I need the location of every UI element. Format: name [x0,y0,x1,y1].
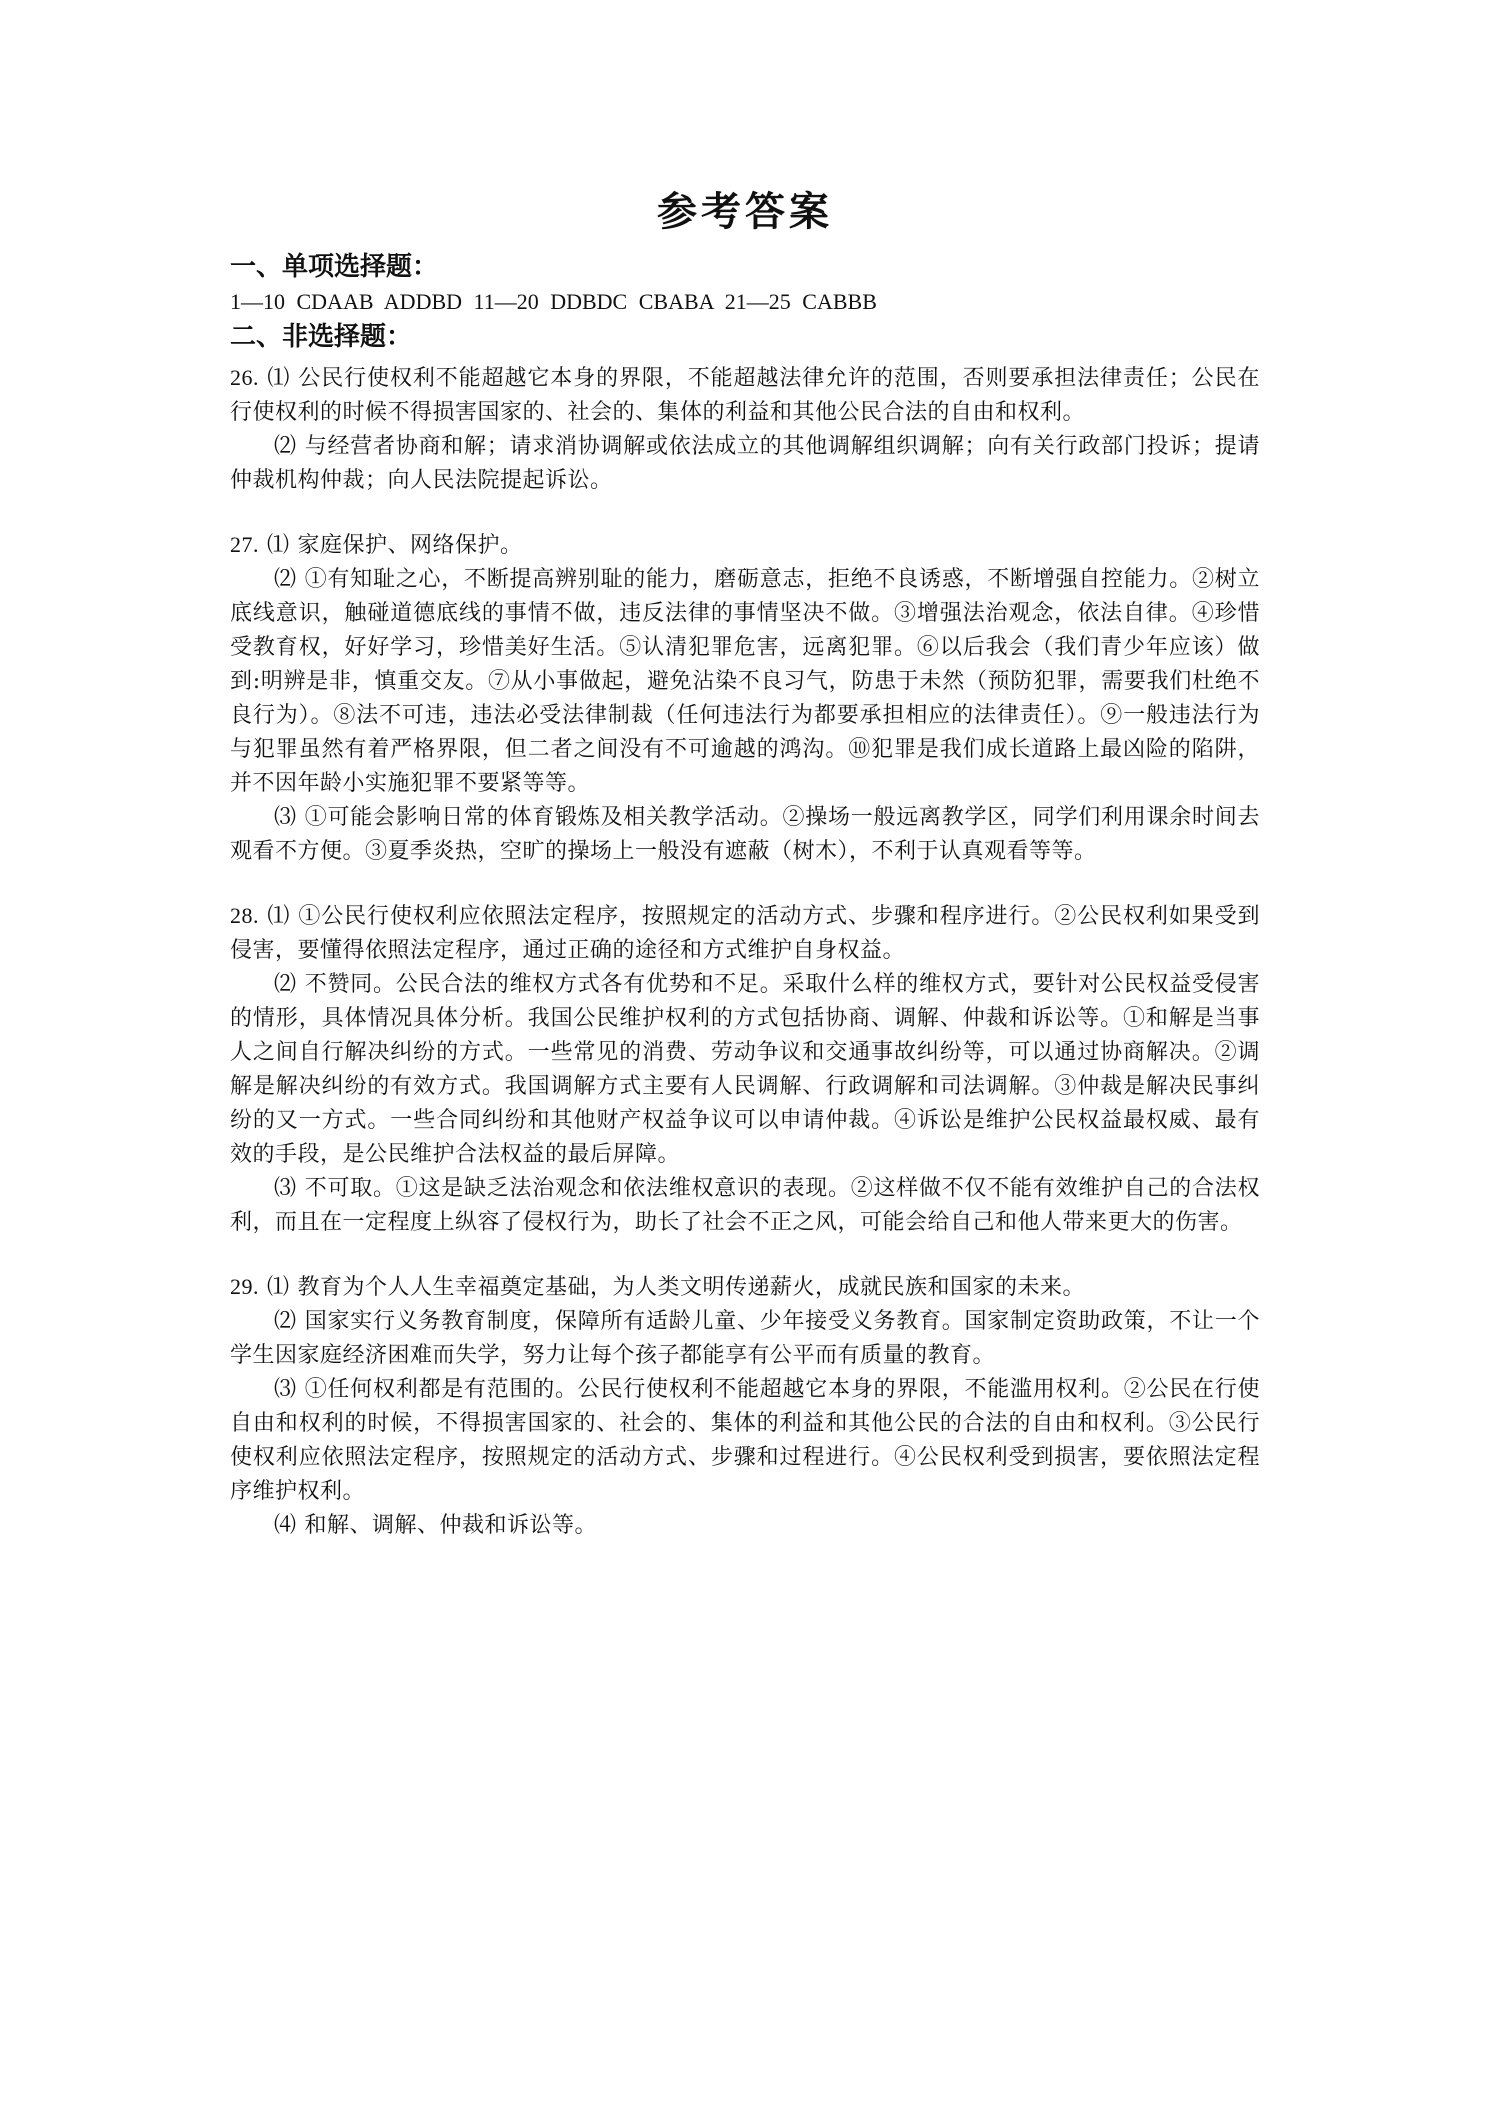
question-29-part-3 [230,1373,1260,1509]
question-28-part-2 [230,968,1260,1172]
multiple-choice-answers: 1—10 CDAAB ADDBD 11—20 DDBDC CBABA 21—25 CABBB [230,289,877,314]
answer-text: ①可能会影响日常的体育锻炼及相关教学活动。②操场一般远离教学区，同学们利用课余时间去观看不方便。③夏季炎热，空旷的操场上一般没有遮蔽（树木），不利于认真观看等等。 [230,805,1260,864]
answer-text: ①任何权利都是有范围的。公民行使权利不能超越它本身的界限，不能滥用权利。②公民在行使自由和权利的时候，不得损害国家的、社会的、集体的利益和其他公民的合法的自由和权利。③公民行使权利应依照法定程序，按照规定的活动方式、步骤和过程进行。④公民权利受到损害，要依照法定程序维护权利。 [230,1377,1260,1504]
sub-question-mark: ⑶ [274,1377,297,1402]
sub-question-mark: ⑵ [274,434,297,459]
question-28 [230,899,1260,1240]
question-29-part-1 [230,1270,1260,1305]
sub-question-mark: ⑴ [267,904,291,929]
question-number: 28. [230,903,259,928]
question-28-part-1 [230,899,1260,968]
question-26-part-2 [230,430,1260,498]
sub-question-mark: ⑴ [267,533,290,558]
question-number: 29. [230,1274,259,1299]
question-26 [230,361,1260,498]
answer-sheet [230,180,1260,1543]
sub-question-mark: ⑴ [267,366,291,391]
question-27-part-3 [230,801,1260,869]
answer-text: 家庭保护、网络保护。 [297,533,523,558]
sub-question-mark: ⑵ [274,567,297,592]
answer-text: 和解、调解、仲裁和诉讼等。 [304,1513,598,1538]
sub-question-mark: ⑶ [274,1176,297,1201]
question-29-part-4 [230,1509,1260,1543]
sub-question-mark: ⑷ [274,1513,297,1538]
answer-text: 与经营者协商和解；请求消协调解或依法成立的其他调解组织调解；向有关行政部门投诉；提请仲裁机构仲裁；向人民法院提起诉讼。 [230,434,1260,493]
question-number: 26. [230,365,259,390]
question-27-part-1 [230,528,1260,563]
answer-text: 公民行使权利不能超越它本身的界限，不能超越法律允许的范围，否则要承担法律责任；公民在行使权利的时候不得损害国家的、社会的、集体的利益和其他公民合法的自由和权利。 [230,366,1260,425]
question-28-part-3 [230,1172,1260,1240]
question-29-part-2 [230,1305,1260,1373]
answer-text: ①有知耻之心，不断提高辨别耻的能力，磨砺意志，拒绝不良诱惑，不断增强自控能力。②树立底线意识，触碰道德底线的事情不做，违反法律的事情坚决不做。③增强法治观念，依法自律。④珍惜受教育权，好好学习，珍惜美好生活。⑤认清犯罪危害，远离犯罪。⑥以后我会（我们青少年应该）做到:明辨是非，慎重交友。⑦从小事做起，避免沾染不良习气，防患于未然（预防犯罪，需要我们杜绝不良行为）。⑧法不可违，违法必受法律制裁（任何违法行为都要承担相应的法律责任）。⑨一般违法行为与犯罪虽然有着严格界限，但二者之间没有不可逾越的鸿沟。⑩犯罪是我们成长道路上最凶险的陷阱，并不因年龄小实施犯罪不要紧等等。 [230,567,1260,796]
question-27-part-2 [230,563,1260,801]
answer-text: 教育为个人人生幸福奠定基础，为人类文明传递薪火，成就民族和国家的未来。 [297,1275,1086,1300]
answer-text: ①公民行使权利应依照法定程序，按照规定的活动方式、步骤和程序进行。②公民权利如果受到侵害，要懂得依照法定程序，通过正确的途径和方式维护自身权益。 [230,904,1260,963]
sub-question-mark: ⑵ [274,1309,297,1334]
question-29 [230,1270,1260,1543]
answer-text: 国家实行义务教育制度，保障所有适龄儿童、少年接受义务教育。国家制定资助政策，不让一个学生因家庭经济困难而失学，努力让每个孩子都能享有公平而有质量的教育。 [230,1309,1260,1368]
sub-question-mark: ⑵ [274,972,297,997]
section-heading-multiple-choice: 一、单项选择题： [230,252,439,282]
page-title: 参考答案 [657,188,833,235]
sub-question-mark: ⑶ [274,805,297,830]
question-27 [230,528,1260,869]
sub-question-mark: ⑴ [267,1275,290,1300]
answer-text: 不赞同。公民合法的维权方式各有优势和不足。采取什么样的维权方式，要针对公民权益受侵害的情形，具体情况具体分析。我国公民维护权利的方式包括协商、调解、仲裁和诉讼等。①和解是当事人之间自行解决纠纷的方式。一些常见的消费、劳动争议和交通事故纠纷等，可以通过协商解决。②调解是解决纠纷的有效方式。我国调解方式主要有人民调解、行政调解和司法调解。③仲裁是解决民事纠纷的又一方式。一些合同纠纷和其他财产权益争议可以申请仲裁。④诉讼是维护公民权益最权威、最有效的手段，是公民维护合法权益的最后屏障。 [230,972,1260,1167]
section-heading-non-choice: 二、非选择题： [230,322,413,352]
question-number: 27. [230,532,259,557]
question-26-part-1 [230,361,1260,430]
answer-text: 不可取。①这是缺乏法治观念和依法维权意识的表现。②这样做不仅不能有效维护自己的合法权利，而且在一定程度上纵容了侵权行为，助长了社会不正之风，可能会给自己和他人带来更大的伤害。 [230,1176,1260,1235]
